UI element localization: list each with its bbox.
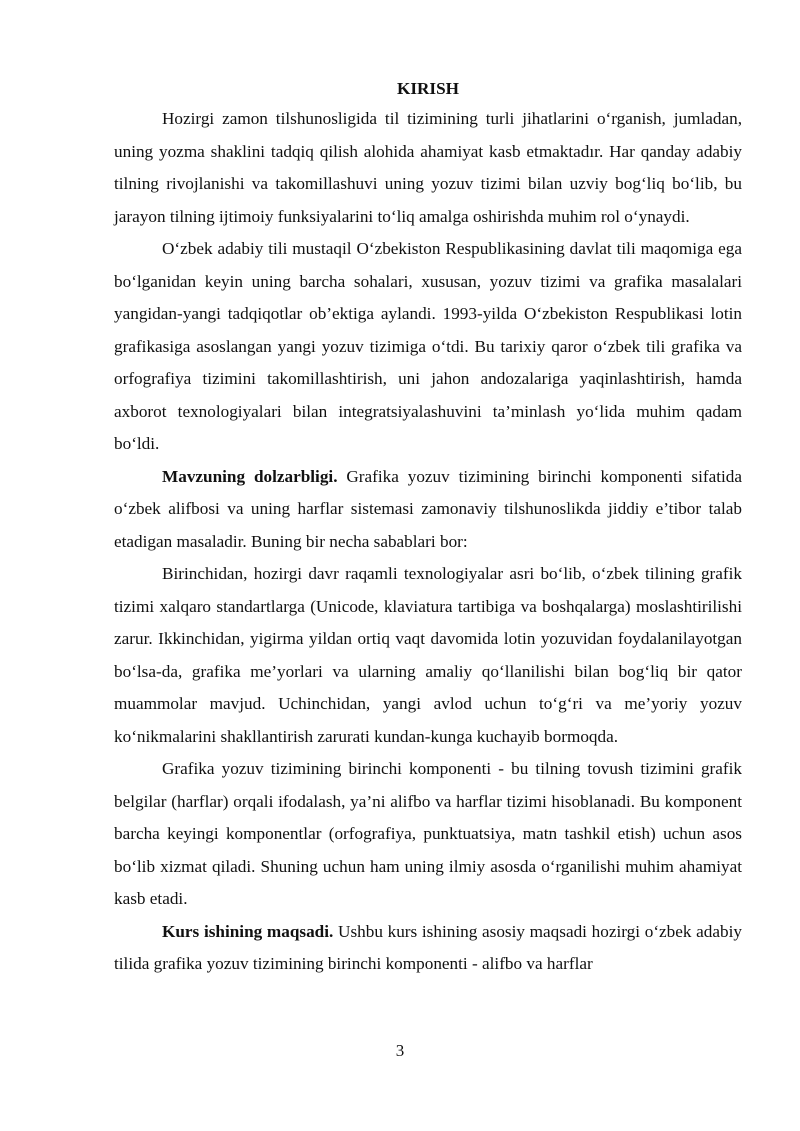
reasons-paragraph (114, 558, 742, 753)
paragraph-text: Birinchidan, hozirgi davr raqamli texnologiyalar asri bo‘lib, o‘zbek tilining grafik tizimi xalqaro standartlarga (Unicode, klaviatura tartibiga va boshqalarga) moslashtirilishi zarur. Ikkinchidan, yigirma yildan ortiq vaqt davomida lotin yozuvidan foydalanilayotgan bo‘lsa-da, grafika me’yorlari va ularning amaliy qo‘llanilishi bilan bog‘liq bir qator muammolar mavjud. Uchinchidan, yangi avlod uchun to‘g‘ri va me’yoriy yozuv ko‘nikmalarini shakllantirish zarurati kundan-kunga kuchayib bormoqda. (114, 564, 742, 746)
page-number: 3 (395, 1041, 405, 1060)
paragraph-text: Hozirgi zamon tilshunosligida til tizimining turli jihatlarini o‘rganish, jumladan, uning yozma shaklini tadqiq qilish alohida ahamiyat kasb etmaktadır. Har qanday adabiy tilning rivojlanishi va takomillashuvi uning yozuv tizimi bilan uzviy bog‘liq bo‘lib, bu jarayon tilning ijtimoiy funksiyalarini to‘liq amalga oshirishda muhim rol o‘ynaydi. (114, 109, 742, 226)
paragraph-text: Ushbu kurs ishining asosiy maqsadi hozirgi o‘zbek adabiy tilida grafika yozuv tizimining birinchi komponenti - alifbo va harflar (114, 921, 742, 973)
relevance-paragraph (114, 461, 742, 559)
paragraph-text: O‘zbek adabiy tili mustaqil O‘zbekiston Respublikasining davlat tili maqomiga ega bo‘lganidan keyin uning barcha sohalari, xususan, yozuv tizimi va grafika masalalari yangidan-yangi tadqiqotlar ob’ektiga aylandi. 1993-yilda O‘zbekiston Respublikasi lotin grafikasiga asoslangan yangi yozuv tizimiga o‘tdi. Bu tarixiy qaror o‘zbek tili grafika va orfografiya tizimini takomillashtirish, uni jahon andozalariga yaqinlashtirish, hamda axborot texnologiyalari bilan integratsiyalashuvini ta’minlash yo‘lida muhim qadam bo‘ldi. (114, 239, 742, 453)
paragraph-text: Grafika yozuv tizimining birinchi komponenti sifatida o‘zbek alifbosi va uning harflar sistemasi zamonaviy tilshunoslikda jiddiy e’tibor talab etadigan masaladir. Buning bir necha sabablari bor: (114, 466, 743, 551)
paragraph-lead: Kurs ishining maqsadi. (162, 921, 334, 941)
paragraph-text: Grafika yozuv tizimining birinchi komponenti - bu tilning tovush tizimini grafik belgilar (harflar) orqali ifodalash, ya’ni alifbo va harflar tizimi hisoblanadi. Bu komponent barcha keyingi komponentlar (orfografiya, punktuatsiya, matn tashkil etish) uchun asos bo‘lib xizmat qiladi. Shuning uchun ham uning ilmiy asosda o‘rganilishi muhim ahamiyat kasb etadi. (114, 759, 742, 908)
component-paragraph (114, 753, 742, 916)
paragraph-lead: Mavzuning dolzarbligi. (162, 466, 338, 486)
goal-paragraph (114, 916, 742, 981)
intro-paragraph (114, 103, 742, 233)
section-heading: KIRISH (396, 79, 460, 98)
history-paragraph (114, 233, 742, 461)
page-body (114, 75, 742, 981)
